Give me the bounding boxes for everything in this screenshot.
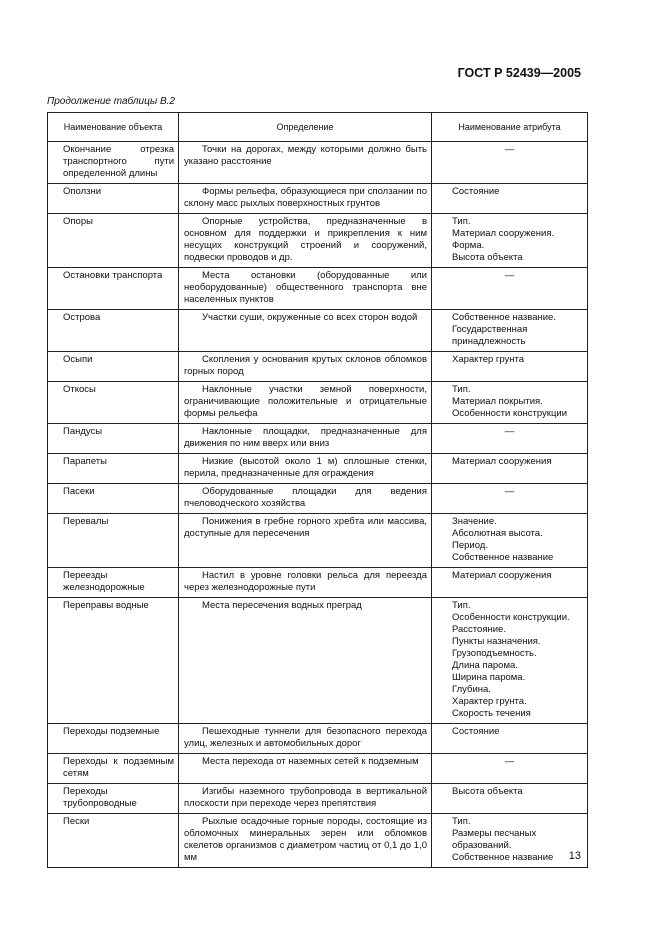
attribute-cell [432,598,588,724]
definition-cell: Пешеходные туннели для безопасного перехода улиц, железных и автомобильных дорог [179,724,432,754]
table-row [48,598,588,724]
attribute-item: — [504,756,515,767]
definition-cell: Низкие (высотой около 1 м) сплошные стенки, перила, предназначенные для ограждения [179,454,432,484]
attribute-item: Состояние [452,726,500,737]
attribute-cell [432,184,588,214]
attribute-item: Особенности конструкции [452,408,568,419]
attribute-item: Форма. [452,240,485,251]
definition-cell: Опорные устройства, предназначенные в основном для поддержки и прикрепления к ним несущих конструкций строений и сооружений, подвески проводов и др. [179,214,432,268]
attribute-item: Особенности конструкции. [452,612,570,623]
attribute-cell [432,568,588,598]
attribute-cell [432,382,588,424]
table-row [48,514,588,568]
definition-cell: Места перехода от наземных сетей к подземным [179,754,432,784]
attribute-item: Грузоподъемность. [452,648,537,659]
definition-cell: Понижения в гребне горного хребта или массива, доступные для пересечения [179,514,432,568]
attribute-cell [432,754,588,784]
header-object-name: Наименование объекта [48,113,179,142]
table-row [48,814,588,868]
attribute-item: Абсолютная высота. [452,528,543,539]
definition-cell: Рыхлые осадочные горные породы, состоящие из обломочных минеральных зерен или обломков скелетов организмов с диаметром частиц от 0,1 до 1,0 мм [179,814,432,868]
table-row [48,784,588,814]
attribute-cell [432,454,588,484]
attribute-item: Размеры песчаных образований. [452,828,537,851]
attribute-item: — [504,426,515,437]
attribute-item: Собственное название. [452,312,556,323]
attribute-cell [432,142,588,184]
attribute-item: Тип. [452,216,471,227]
attribute-item: Тип. [452,816,471,827]
object-name-cell: Осыпи [48,352,179,382]
table-row [48,310,588,352]
object-name-cell: Окончание отрезка транспортного пути определенной длины [48,142,179,184]
attribute-item: Материал покрытия. [452,396,543,407]
table-row [48,754,588,784]
attribute-item: Высота объекта [452,786,523,797]
table-row [48,142,588,184]
table-row [48,268,588,310]
table-row [48,724,588,754]
attribute-item: Высота объекта [452,252,523,263]
table-body [48,142,588,868]
attribute-item: Значение. [452,516,497,527]
attribute-cell [432,268,588,310]
definition-cell: Наклонные участки земной поверхности, ограничивающие положительные и отрицательные формы рельефа [179,382,432,424]
attribute-item: Тип. [452,600,471,611]
attribute-item: — [504,144,515,155]
definition-cell: Наклонные площадки, предназначенные для движения по ним вверх или вниз [179,424,432,454]
object-name-cell: Парапеты [48,454,179,484]
table-row [48,454,588,484]
attribute-item: Характер грунта. [452,696,527,707]
definition-cell: Оборудованные площадки для ведения пчеловодческого хозяйства [179,484,432,514]
attribute-item: Собственное название [452,552,554,563]
object-name-cell: Переходы трубопроводные [48,784,179,814]
definition-cell: Места остановки (оборудованные или необорудованные) общественного транспорта вне населенных пунктов [179,268,432,310]
attribute-item: Длина парома. [452,660,518,671]
object-name-cell: Оползни [48,184,179,214]
object-name-cell: Острова [48,310,179,352]
object-name-cell: Переезды железнодорожные [48,568,179,598]
table-row [48,214,588,268]
page-number: 13 [568,850,581,862]
attribute-cell [432,814,588,868]
attribute-item: Материал сооружения. [452,228,555,239]
attribute-cell [432,424,588,454]
attribute-item: Государственная принадлежность [452,324,528,347]
header-definition: Определение [179,113,432,142]
object-name-cell: Переходы подземные [48,724,179,754]
table-row [48,382,588,424]
attribute-cell [432,310,588,352]
attribute-item: Материал сооружения [452,456,552,467]
definition-cell: Точки на дорогах, между которыми должно быть указано расстояние [179,142,432,184]
attribute-item: — [504,486,515,497]
attribute-item: Расстояние. [452,624,506,635]
object-name-cell: Опоры [48,214,179,268]
definition-cell: Места пересечения водных преград [179,598,432,724]
table-row [48,568,588,598]
attribute-cell [432,784,588,814]
attribute-item: Материал сооружения [452,570,552,581]
attribute-item: Пункты назначения. [452,636,541,647]
object-name-cell: Остановки транспорта [48,268,179,310]
object-name-cell: Пандусы [48,424,179,454]
object-name-cell: Пасеки [48,484,179,514]
attribute-item: — [504,270,515,281]
table-row [48,352,588,382]
object-name-cell: Перевалы [48,514,179,568]
attribute-item: Ширина парома. [452,672,526,683]
table-row [48,484,588,514]
definition-cell: Настил в уровне головки рельса для переезда через железнодорожные пути [179,568,432,598]
definition-cell: Скопления у основания крутых склонов обломков горных пород [179,352,432,382]
table-caption: Продолжение таблицы В.2 [47,96,175,107]
attribute-cell [432,514,588,568]
attribute-cell [432,352,588,382]
standard-designation: ГОСТ Р 52439—2005 [457,66,581,80]
object-name-cell: Переправы водные [48,598,179,724]
header-attribute-name: Наименование атрибута [432,113,588,142]
definition-cell: Формы рельефа, образующиеся при сползании по склону масс рыхлых поверхностных грунтов [179,184,432,214]
attribute-cell [432,484,588,514]
attribute-item: Глубина. [452,684,491,695]
attribute-item: Период. [452,540,488,551]
table-row [48,424,588,454]
attribute-item: Состояние [452,186,500,197]
object-name-cell: Пески [48,814,179,868]
attribute-item: Тип. [452,384,471,395]
table-row [48,184,588,214]
object-name-cell: Откосы [48,382,179,424]
definition-cell: Участки суши, окруженные со всех сторон водой [179,310,432,352]
attribute-cell [432,724,588,754]
attribute-item: Скорость течения [452,708,531,719]
definition-cell: Изгибы наземного трубопровода в вертикальной плоскости при переходе через препятствия [179,784,432,814]
attribute-item: Характер грунта [452,354,525,365]
objects-table [47,112,588,868]
table-header-row [48,113,588,142]
object-name-cell: Переходы к подземным сетям [48,754,179,784]
attribute-item: Собственное название [452,852,554,863]
attribute-cell [432,214,588,268]
